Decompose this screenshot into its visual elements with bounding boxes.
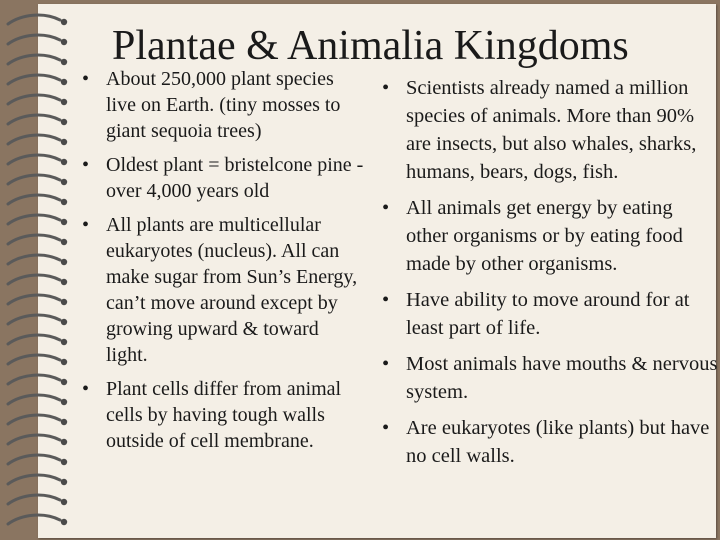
- spiral-ring: [8, 175, 60, 184]
- spiral-hole: [61, 359, 67, 365]
- spiral-hole: [61, 399, 67, 405]
- slide-title: Plantae & Animalia Kingdoms: [112, 23, 629, 69]
- spiral-ring: [8, 135, 60, 144]
- spiral-ring: [8, 435, 60, 444]
- spiral-hole: [61, 19, 67, 25]
- spiral-hole: [61, 479, 67, 485]
- spiral-ring: [8, 255, 60, 264]
- spiral-hole: [61, 519, 67, 525]
- spiral-hole: [61, 219, 67, 225]
- spiral-hole: [61, 79, 67, 85]
- spiral-hole: [61, 179, 67, 185]
- right-bullet: • Scientists already named a million species of animals. More than 90% are insects, but also whales, sharks, humans, bears, dogs, fish.: [382, 74, 718, 186]
- spiral-hole: [61, 499, 67, 505]
- spiral-ring: [8, 35, 60, 44]
- spiral-hole: [61, 39, 67, 45]
- spiral-ring: [8, 495, 60, 504]
- spiral-ring: [8, 115, 60, 124]
- spiral-ring: [8, 155, 60, 164]
- spiral-ring: [8, 75, 60, 84]
- spiral-ring: [8, 215, 60, 224]
- left-bullet-list: [82, 66, 364, 462]
- spiral-hole: [61, 439, 67, 445]
- spiral-ring: [8, 195, 60, 204]
- spiral-ring: [8, 355, 60, 364]
- right-bullet-list: [382, 74, 718, 478]
- spiral-ring: [8, 455, 60, 464]
- left-bullet: • Oldest plant = bristelcone pine -over 4,000 years old: [82, 152, 364, 204]
- spiral-hole: [61, 339, 67, 345]
- spiral-hole: [61, 299, 67, 305]
- spiral-ring: [8, 475, 60, 484]
- spiral-hole: [61, 259, 67, 265]
- spiral-hole: [61, 159, 67, 165]
- spiral-ring: [8, 315, 60, 324]
- right-bullet: • All animals get energy by eating other organisms or by eating food made by other organisms.: [382, 194, 718, 278]
- spiral-hole: [61, 319, 67, 325]
- spiral-ring: [8, 375, 60, 384]
- left-bullet: • All plants are multicellular eukaryotes (nucleus). All can make sugar from Sun’s Energy, can’t move around except by growing upward & toward light.: [82, 212, 364, 368]
- left-bullet: • Plant cells differ from animal cells by having tough walls outside of cell membrane.: [82, 376, 364, 454]
- spiral-binding: [0, 0, 80, 540]
- spiral-hole: [61, 459, 67, 465]
- spiral-ring: [8, 15, 60, 24]
- spiral-hole: [61, 99, 67, 105]
- right-bullet: • Most animals have mouths & nervous system.: [382, 350, 718, 406]
- spiral-hole: [61, 59, 67, 65]
- left-bullet: • About 250,000 plant species live on Earth. (tiny mosses to giant sequoia trees): [82, 66, 364, 144]
- spiral-ring: [8, 275, 60, 284]
- spiral-hole: [61, 239, 67, 245]
- spiral-ring: [8, 55, 60, 64]
- spiral-ring: [8, 235, 60, 244]
- spiral-ring: [8, 295, 60, 304]
- right-bullet: • Have ability to move around for at least part of life.: [382, 286, 718, 342]
- spiral-hole: [61, 199, 67, 205]
- spiral-hole: [61, 279, 67, 285]
- spiral-hole: [61, 419, 67, 425]
- spiral-hole: [61, 119, 67, 125]
- spiral-ring: [8, 415, 60, 424]
- spiral-ring: [8, 395, 60, 404]
- spiral-hole: [61, 379, 67, 385]
- spiral-ring: [8, 515, 60, 524]
- spiral-ring: [8, 95, 60, 104]
- right-bullet: • Are eukaryotes (like plants) but have no cell walls.: [382, 414, 718, 470]
- spiral-ring: [8, 335, 60, 344]
- spiral-hole: [61, 139, 67, 145]
